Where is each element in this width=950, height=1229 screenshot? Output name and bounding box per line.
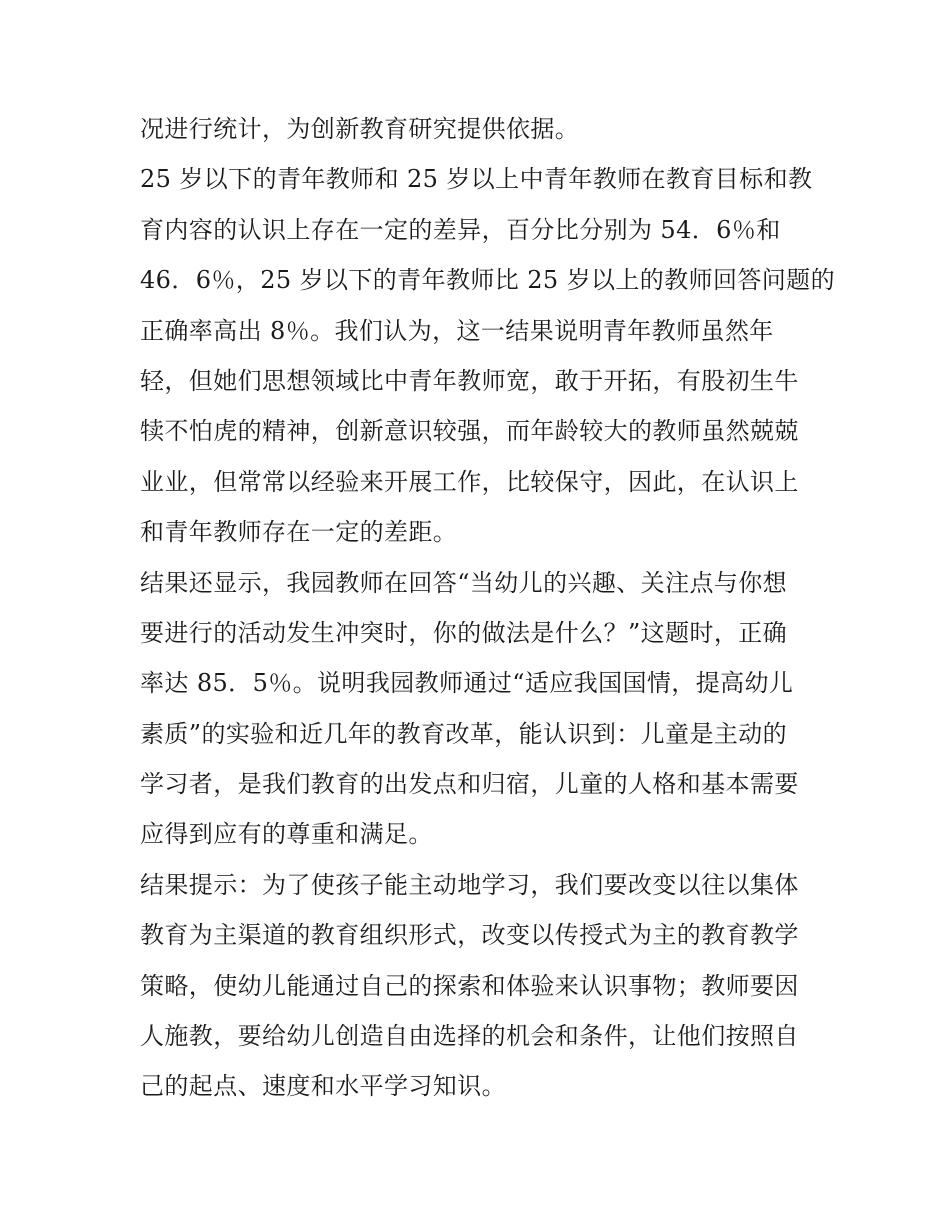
text-line: 犊不怕虎的精神，创新意识较强，而年龄较大的教师虽然兢兢 — [140, 417, 799, 446]
text-line: 业业，但常常以经验来开展工作，比较保守，因此，在认识上 — [140, 467, 799, 496]
text-line: 25 岁以下的青年教师和 25 岁以上中青年教师在教育目标和教 — [140, 165, 813, 194]
text-line: 应得到应有的尊重和满足。 — [140, 820, 433, 849]
text-line: 率达 85．5％。说明我园教师通过“适应我国国情，提高幼儿 — [140, 669, 794, 698]
text-line: 况进行统计，为创新教育研究提供依据。 — [140, 115, 580, 143]
text-line: 人施教，要给幼儿创造自由选择的机会和条件，让他们按照自 — [140, 1022, 799, 1051]
text-line: 学习者，是我们教育的出发点和归宿，儿童的人格和基本需要 — [140, 770, 799, 799]
text-line: 己的起点、速度和水平学习知识。 — [140, 1072, 506, 1101]
text-line: 和青年教师存在一定的差距。 — [140, 518, 458, 547]
text-line: 结果还显示，我园教师在回答“当幼儿的兴趣、关注点与你想 — [140, 568, 788, 597]
text-line: 教育为主渠道的教育组织形式，改变以传授式为主的教育教学 — [140, 921, 799, 950]
text-line: 要进行的活动发生冲突时，你的做法是什么？”这题时，正确 — [140, 618, 788, 647]
text-line: 轻，但她们思想领域比中青年教师宽，敢于开拓，有股初生牛 — [140, 366, 799, 395]
text-line: 素质”的实验和近几年的教育改革，能认识到：儿童是主动的 — [140, 719, 788, 748]
text-line: 育内容的认识上存在一定的差异，百分比分别为 54．6％和 — [140, 215, 781, 244]
text-line: 结果提示：为了使孩子能主动地学习，我们要改变以往以集体 — [140, 870, 799, 899]
body-text — [140, 104, 835, 1112]
text-line: 正确率高出 8％。我们认为，这一结果说明青年教师虽然年 — [140, 316, 774, 345]
text-line: 46．6％，25 岁以下的青年教师比 25 岁以上的教师回答问题的 — [140, 266, 835, 295]
text-line: 策略，使幼儿能通过自己的探索和体验来认识事物；教师要因 — [140, 971, 799, 1000]
